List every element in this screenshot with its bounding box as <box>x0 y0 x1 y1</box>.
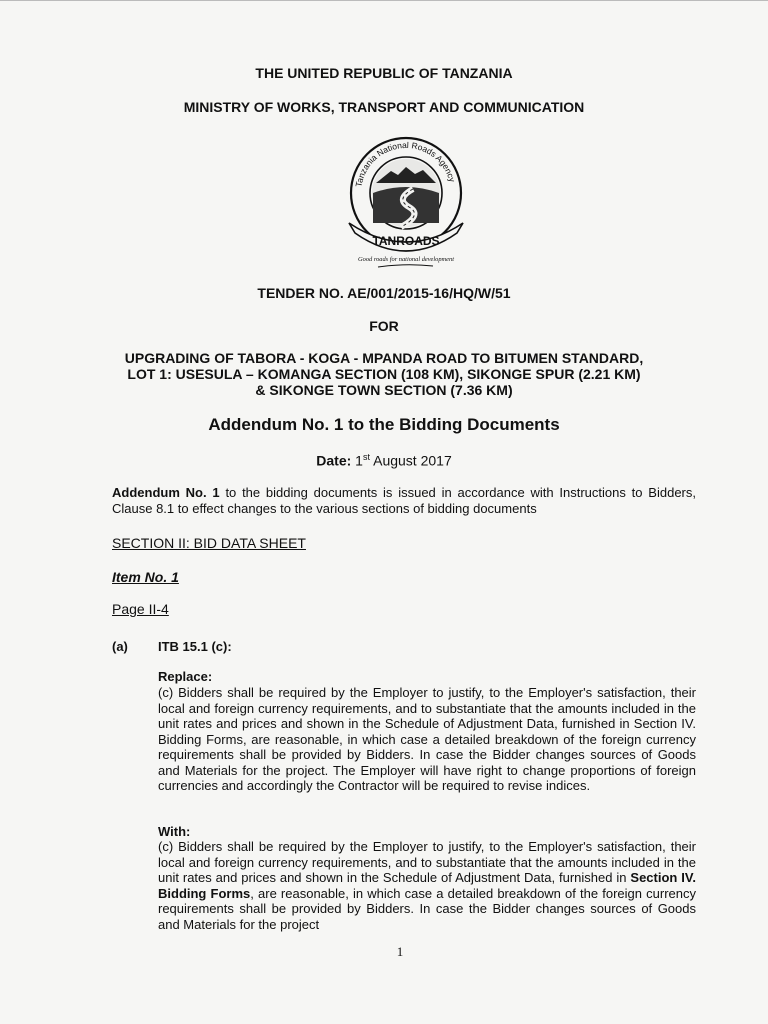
page-reference: Page II-4 <box>112 601 169 617</box>
addendum-date <box>0 452 768 469</box>
addendum-title: Addendum No. 1 to the Bidding Documents <box>208 415 560 434</box>
replace-paragraph: (c) Bidders shall be required by the Employer to justify, to the Employer's satisfaction, their local and foreign currency requirements, and to substantiate that the amounts included in the unit rates and prices and shown in the Schedule of Adjustment Data, furnished in Section IV. Bidding Forms, are reasonable, in which case a detailed breakdown of the foreign currency requirements shall be provided by Bidders. In case the Bidder changes sources of Goods and Materials for the project. The Employer will have right to change proportions of foreign currencies and accordingly the Contractor will be required to revise indices. <box>158 685 696 793</box>
with-label: With: <box>158 824 191 839</box>
tender-number: TENDER NO. AE/001/2015-16/HQ/W/51 <box>257 285 511 301</box>
section-heading: SECTION II: BID DATA SHEET <box>112 535 306 551</box>
intro-text: to the bidding documents is issued in accordance with Instructions to Bidders, Clause 8.1 to effect changes to the various sections of bidding documents <box>112 485 696 516</box>
with-paragraph <box>158 839 696 932</box>
replace-label: Replace: <box>158 669 213 684</box>
with-text-part-b: , are reasonable, in which case a detailed breakdown of the foreign currency requirements shall be provided by Bidders. In case the Bidder changes sources of Goods and Materials for the project <box>158 885 696 932</box>
with-text-part-a: (c) Bidders shall be required by the Employer to justify, to the Employer's satisfaction, their local and foreign currency requirements, and to substantiate that the amounts included in the unit rates and prices and shown in the Schedule of Adjustment Data, furnished in <box>158 839 696 885</box>
item-heading: Item No. 1 <box>112 569 179 585</box>
itb-clause: ITB 15.1 (c): <box>158 639 232 654</box>
tender-for: FOR <box>369 318 399 334</box>
project-line-2: LOT 1: USESULA – KOMANGA SECTION (108 KM), SIKONGE SPUR (2.21 KM) <box>127 366 641 382</box>
date-suffix: st <box>362 452 370 462</box>
page-number: 1 <box>396 944 404 959</box>
ministry-heading: MINISTRY OF WORKS, TRANSPORT AND COMMUNICATION <box>183 99 585 115</box>
country-heading: THE UNITED REPUBLIC OF TANZANIA <box>255 65 513 81</box>
intro-bold: Addendum No. 1 <box>112 485 220 500</box>
top-border <box>0 0 768 1</box>
date-month-year: August 2017 <box>373 452 452 469</box>
project-line-3: & SIKONGE TOWN SECTION (7.36 KM) <box>255 382 513 398</box>
logo-motto: Good roads for national development <box>358 256 454 263</box>
tanroads-logo-graphic <box>343 133 469 273</box>
date-label: Date: <box>316 452 352 469</box>
item-label: (a) <box>112 639 128 654</box>
date-day: 1 <box>355 452 363 469</box>
logo-ring-text: Tanzania National Roads Agency <box>353 139 458 188</box>
project-line-1: UPGRADING OF TABORA - KOGA - MPANDA ROAD TO BITUMEN STANDARD, <box>124 350 644 366</box>
tanroads-logo <box>343 133 469 273</box>
project-title <box>0 350 768 398</box>
addendum-intro <box>112 485 696 516</box>
logo-name: TANROADS <box>372 234 440 248</box>
with-text-bold: Section IV. Bidding Forms <box>158 870 696 901</box>
